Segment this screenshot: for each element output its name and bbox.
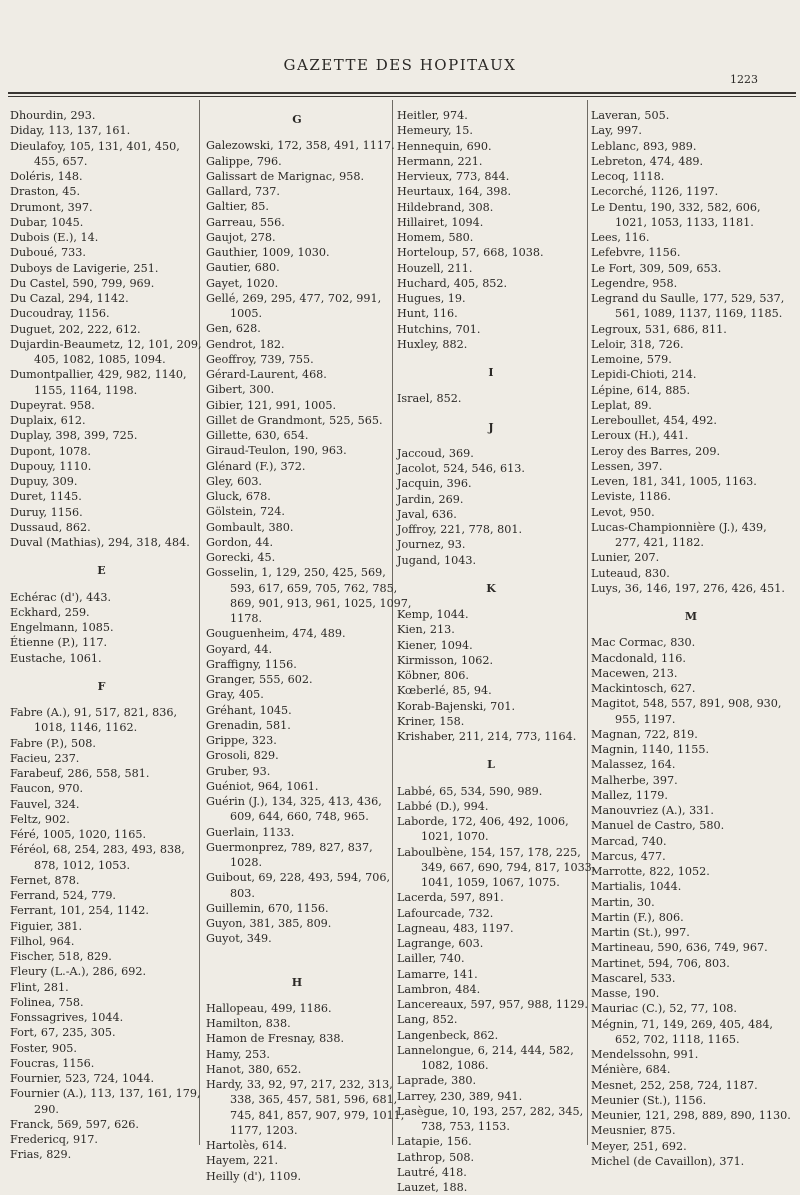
index-entry: Mégnin, 71, 149, 269, 405, 484, [591,1017,773,1031]
index-entry: Fleury (L.-A.), 286, 692. [10,965,147,979]
index-entry-continuation: 1005. [230,307,263,320]
index-entry-continuation: 803. [230,886,255,900]
index-column-2 [206,108,412,1184]
index-column-4 [591,108,791,1169]
index-entry: Fabre (P.), 508. [10,736,96,750]
index-entry: Lambron, 484. [397,982,481,996]
index-entry: Jacquin, 396. [397,477,472,491]
index-entry: Le Dentu, 190, 332, 582, 606, [591,200,761,214]
index-entry: Hanot, 380, 652. [206,1062,302,1076]
index-entry: Gayet, 1020. [206,276,279,290]
index-entry: Martin (F.), 806. [591,910,684,924]
index-entry: Lagrange, 603. [397,937,484,950]
index-entry: Fischer, 518, 829. [10,950,112,963]
page-number: 1223 [730,73,758,86]
index-entry: Marrotte, 822, 1052. [591,865,710,878]
index-entry: Guibout, 69, 228, 493, 594, 706, [206,871,391,885]
index-entry: Feltz, 902. [10,812,70,826]
index-entry: Hemeury, 15. [397,124,473,138]
index-entry: Gouguenheim, 474, 489. [206,627,346,641]
index-entry: Laboulbène, 154, 157, 178, 225, [397,845,581,859]
index-entry: Martialis, 1044. [591,880,682,894]
index-entry: Krishaber, 211, 214, 773, 1164. [397,730,577,743]
index-entry-continuation: 1177, 1203. [230,1123,298,1137]
index-entry: Mallez, 1179. [591,788,668,802]
index-entry: Hugues, 19. [397,292,466,305]
index-entry: Gillette, 630, 654. [206,429,309,442]
index-entry: Lailler, 740. [397,952,465,966]
index-entry: Marcad, 740. [591,834,667,848]
index-entry: Magnin, 1140, 1155. [591,743,709,756]
index-column-3 [397,108,596,1195]
index-entry-continuation: 277, 421, 1182. [615,536,704,549]
index-entry-continuation: 1155, 1164, 1198. [34,383,138,397]
index-entry: Horteloup, 57, 668, 1038. [397,246,544,260]
index-entry: Gray, 405. [206,688,264,702]
index-entry: Malherbe, 397. [591,773,678,787]
index-entry: Guyot, 349. [206,932,272,946]
index-entry: Galtier, 85. [206,200,269,214]
index-entry: Foucras, 1156. [10,1056,95,1070]
index-entry: Michel (de Cavaillon), 371. [591,1154,745,1168]
index-entry: Hermann, 221. [397,154,483,168]
index-entry: Dubar, 1045. [10,215,84,229]
index-entry: Hamilton, 838. [206,1017,291,1030]
index-entry: Langenbeck, 862. [397,1028,499,1042]
index-entry: Lamarre, 141. [397,967,478,981]
index-entry: Luteaud, 830. [591,566,670,580]
section-letter: H [291,975,303,989]
index-entry: Leblanc, 893, 989. [591,139,697,153]
column-divider [392,100,393,1145]
index-entry: Lautré, 418. [397,1165,467,1179]
section-letter: G [292,113,302,126]
index-entry: Guérin (J.), 134, 325, 413, 436, [206,795,382,808]
section-letter: J [488,420,494,434]
index-entry: Gley, 603. [206,474,262,488]
index-entry: Gillet de Grandmont, 525, 565. [206,413,383,427]
index-entry: Grenadin, 581. [206,718,291,732]
index-entry: Frias, 829. [10,1148,72,1162]
index-entry: Fonssagrives, 1044. [10,1011,124,1024]
index-entry: Gordon, 44. [206,535,274,549]
index-entry: Gauthier, 1009, 1030. [206,246,330,259]
index-entry: Duboys de Lavigerie, 251. [10,261,159,275]
index-entry: Guermonprez, 789, 827, 837, [206,840,373,854]
running-header: GAZETTE DES HOPITAUX [283,56,517,74]
index-entry: Hardy, 33, 92, 97, 217, 232, 313, [206,1078,393,1091]
index-entry-continuation: 878, 1012, 1053. [34,858,131,872]
index-entry: Fournier, 523, 724, 1044. [10,1072,155,1085]
index-entry-continuation: 561, 1089, 1137, 1169, 1185. [615,307,783,321]
index-entry: Mendelssohn, 991. [591,1048,699,1061]
index-entry: Lunier, 207. [591,551,660,565]
index-entry: Hillairet, 1094. [397,215,484,229]
index-entry: Huchard, 405, 852. [397,276,508,290]
index-entry: Macewen, 213. [591,666,678,680]
index-entry: Kriner, 158. [397,714,465,728]
index-entry: Dupuy, 309. [10,475,78,488]
index-entry: Lemoine, 579. [591,353,672,366]
index-entry: Martinet, 594, 706, 803. [591,956,730,970]
index-entry: Echérac (d'), 443. [10,590,112,604]
index-entry: Glénard (F.), 372. [206,459,306,473]
index-entry: Eckhard, 259. [10,605,90,619]
index-entry: Lees, 116. [591,231,650,244]
index-entry: Franck, 569, 597, 626. [10,1117,139,1131]
index-column-1 [10,108,202,1163]
index-entry: Gendrot, 182. [206,337,285,351]
index-entry: Galippe, 796. [206,154,282,168]
index-entry: Heitler, 974. [397,109,468,122]
index-entry: Duret, 1145. [10,490,82,504]
index-entry: Faucon, 970. [10,782,84,796]
index-entry-continuation: 290. [34,1102,59,1116]
index-entry: Gluck, 678. [206,490,271,503]
index-entry: Geoffroy, 739, 755. [206,352,314,366]
index-entry: Fabre (A.), 91, 517, 821, 836, [10,706,178,719]
index-entry: Journez, 93. [397,538,466,552]
index-entry-continuation: 745, 841, 857, 907, 979, 1011, [230,1108,405,1122]
index-entry: Duguet, 202, 222, 612. [10,322,141,336]
index-entry: Gruber, 93. [206,764,271,778]
index-entry: Lucas-Championnière (J.), 439, [591,520,767,534]
index-entry: Grosoli, 829. [206,749,279,763]
index-entry-continuation: 869, 901, 913, 961, 1025, 1097, [230,596,412,610]
index-entry: Dhourdin, 293. [10,109,96,122]
index-entry-continuation: 738, 753, 1153. [421,1120,510,1133]
index-entry: Gibert, 300. [206,383,275,397]
index-entry-continuation: 1018, 1146, 1162. [34,721,138,735]
index-entry-continuation: 1178. [230,612,263,625]
index-entry: Lepidi-Chioti, 214. [591,368,697,382]
index-entry: Hutchins, 701. [397,322,481,336]
index-entry: Giraud-Teulon, 190, 963. [206,444,347,458]
index-entry: Flint, 281. [10,980,69,994]
header-rule-thin [8,96,796,97]
index-entry: Lagneau, 483, 1197. [397,921,514,935]
index-entry: Laprade, 380. [397,1074,477,1088]
index-entry: Mesnet, 252, 258, 724, 1187. [591,1078,758,1092]
index-entry: Köbner, 806. [397,669,469,682]
index-entry-continuation: 1041, 1059, 1067, 1075. [421,876,560,889]
index-entry-continuation: 1028. [230,856,263,869]
index-entry: Ménière, 684. [591,1063,671,1077]
index-entry: Dupouy, 1110. [10,459,92,473]
index-entry: Leplat, 89. [591,398,652,412]
index-entry: Féréol, 68, 254, 283, 493, 838, [10,843,185,857]
index-entry: Gérard-Laurent, 468. [206,368,327,381]
index-entry: Malassez, 164. [591,758,676,772]
index-entry: Kiener, 1094. [397,638,473,652]
section-letter: K [486,581,496,595]
section-letter: I [488,366,494,379]
index-entry: Marcus, 477. [591,849,666,863]
index-entry: Gréhant, 1045. [206,703,292,717]
index-entry: Martineau, 590, 636, 749, 967. [591,941,768,955]
index-entry: Hartolès, 614. [206,1139,287,1152]
index-entry: Lathrop, 508. [397,1150,475,1164]
index-entry: Jugand, 1043. [397,553,477,567]
index-entry: Legendre, 958. [591,276,678,290]
section-letter: M [684,610,698,623]
index-entry: Leloir, 318, 726. [591,337,684,351]
index-entry: Engelmann, 1085. [10,621,114,634]
index-entry: Graffigny, 1156. [206,657,297,671]
index-entry: Mackintosch, 627. [591,682,696,695]
index-entry: Ferrant, 101, 254, 1142. [10,904,149,918]
index-entry: Magnan, 722, 819. [591,727,698,741]
index-entry: Leven, 181, 341, 1005, 1163. [591,475,757,488]
index-entry-continuation: 652, 702, 1118, 1165. [615,1032,740,1046]
index-entry: Lebreton, 474, 489. [591,154,704,168]
index-entry: Étienne (P.), 117. [10,636,108,650]
index-entry: Ducoudray, 1156. [10,307,110,321]
index-entry: Martin (St.), 997. [591,926,690,939]
spacer [206,947,388,962]
index-entry: Lannelongue, 6, 214, 444, 582, [397,1043,574,1057]
index-entry: Luys, 36, 146, 197, 276, 426, 451. [591,581,785,595]
index-entry: Facieu, 237. [10,751,80,765]
index-entry: Duplay, 398, 399, 725. [10,429,138,443]
index-entry: Labbé, 65, 534, 590, 989. [397,784,543,798]
index-entry: Mascarel, 533. [591,971,676,985]
section-letter: L [487,758,495,772]
index-entry: Dupeyrat. 958. [10,398,95,412]
index-entry: Gosselin, 1, 129, 250, 425, 569, [206,566,386,580]
index-entry-continuation: 1082, 1086. [421,1059,489,1072]
index-entry: Gallard, 737. [206,185,280,198]
index-entry: Levot, 950. [591,505,655,519]
index-entry: Guyon, 381, 385, 809. [206,917,332,930]
index-entry: Meunier, 121, 298, 889, 890, 1130. [591,1109,791,1122]
index-entry: Legrand du Saulle, 177, 529, 537, [591,292,785,305]
index-entry: Grippe, 323. [206,734,277,747]
index-entry: Hallopeau, 499, 1186. [206,1001,332,1015]
index-entry: Heilly (d'), 1109. [206,1169,302,1183]
index-entry: Meunier (St.), 1156. [591,1093,707,1107]
index-entry: Doléris, 148. [10,170,83,183]
index-entry: Guillemin, 670, 1156. [206,901,329,915]
column-divider [587,100,588,1145]
index-entry: Lacerda, 597, 891. [397,891,504,905]
index-entry-continuation: 609, 644, 660, 748, 965. [230,810,369,824]
index-entry: Lefebvre, 1156. [591,246,681,260]
index-entry: Magitot, 548, 557, 891, 908, 930, [591,697,782,711]
index-entry: Lereboullet, 454, 492. [591,414,717,427]
index-entry-continuation: 349, 667, 690, 794, 817, 1033, [421,860,596,874]
index-entry: Jardin, 269. [397,492,464,506]
section-letter: F [97,679,106,693]
index-entry: Mauriac (C.), 52, 77, 108. [591,1002,737,1016]
index-entry: Lafourcade, 732. [397,906,494,920]
index-entry: Hunt, 116. [397,307,458,321]
index-entry: Gautier, 680. [206,261,280,275]
index-entry: Hervieux, 773, 844. [397,170,510,183]
index-entry: Leroy des Barres, 209. [591,444,721,458]
index-entry: Lang, 852. [397,1013,458,1027]
index-entry: Galissart de Marignac, 958. [206,169,365,183]
index-entry: Galezowski, 172, 358, 491, 1117. [206,139,395,153]
index-entry: Fournier (A.), 113, 137, 161, 179, [10,1087,201,1101]
index-entry: Granger, 555, 602. [206,673,313,686]
index-entry: Lasègue, 10, 193, 257, 282, 345, [397,1104,584,1118]
index-entry: Larrey, 230, 389, 941. [397,1089,523,1103]
index-entry: Guéniot, 964, 1061. [206,779,319,793]
index-entry: Laveran, 505. [591,109,670,122]
index-entry: Manouvriez (A.), 331. [591,804,714,817]
index-entry-continuation: 455, 657. [34,154,88,168]
index-entry: Laborde, 172, 406, 492, 1006, [397,815,569,828]
index-entry: Huxley, 882. [397,337,468,351]
index-entry: Dujardin-Beaumetz, 12, 101, 209, [10,337,202,351]
index-entry: Gombault, 380. [206,520,294,534]
index-entry: Du Cazal, 294, 1142. [10,292,129,305]
index-entry: Féré, 1005, 1020, 1165. [10,828,147,841]
index-entry: Meyer, 251, 692. [591,1139,687,1153]
index-entry: Heurtaux, 164, 398. [397,185,512,199]
index-entry: Labbé (D.), 994. [397,799,489,813]
index-entry: Duboué, 733. [10,246,86,260]
header-rule-thick [8,92,796,94]
index-entry: Lecorché, 1126, 1197. [591,185,719,199]
index-entry: Leroux (H.), 441. [591,429,689,443]
section-letter: E [97,564,106,578]
index-entry: Hennequin, 690. [397,139,492,153]
index-entry: Gibier, 121, 991, 1005. [206,398,337,412]
index-entry: Diday, 113, 137, 161. [10,124,131,138]
index-entry: Hayem, 221. [206,1154,278,1168]
index-entry: Joffroy, 221, 778, 801. [397,523,523,536]
index-entry: Lauzet, 188. [397,1181,468,1194]
index-entry: Fort, 67, 235, 305. [10,1026,116,1040]
index-entry: Meusnier, 875. [591,1124,676,1138]
index-entry-continuation: 1021, 1053, 1133, 1181. [615,215,754,229]
index-entry: Hamon de Fresnay, 838. [206,1032,345,1046]
index-entry-continuation: 405, 1082, 1085, 1094. [34,353,166,366]
index-entry: Foster, 905. [10,1041,77,1055]
index-entry: Fredericq, 917. [10,1133,98,1146]
column-divider [199,100,200,1145]
index-entry: Macdonald, 116. [591,651,686,665]
index-entry: Martin, 30. [591,895,655,909]
index-entry: Garreau, 556. [206,215,285,229]
index-entry: Homem, 580. [397,231,474,244]
index-entry: Duval (Mathias), 294, 318, 484. [10,536,190,549]
index-entry: Lay, 997. [591,124,642,138]
index-entry: Lépine, 614, 885. [591,383,691,397]
index-entry: Gölstein, 724. [206,505,285,519]
index-entry: Kemp, 1044. [397,608,469,621]
index-entry: Gen, 628. [206,322,261,336]
index-entry: Kirmisson, 1062. [397,653,494,667]
index-entry: Dumontpallier, 429, 982, 1140, [10,368,187,382]
index-entry: Du Castel, 590, 799, 969. [10,276,155,290]
index-entry: Ferrand, 524, 779. [10,889,116,902]
index-entry: Latapie, 156. [397,1135,472,1149]
index-entry: Drumont, 397. [10,200,93,214]
index-entry: Dubois (E.), 14. [10,231,99,244]
index-entry: Mac Cormac, 830. [591,636,696,650]
index-entry: Jaccoud, 369. [397,446,474,460]
index-entry: Guerlain, 1133. [206,825,295,839]
index-entry: Javal, 636. [397,507,457,521]
index-entry: Dupont, 1078. [10,444,91,458]
index-entry: Hildebrand, 308. [397,200,494,214]
index-entry: Kien, 213. [397,623,455,637]
index-entry: Duruy, 1156. [10,505,83,519]
index-entry: Gaujot, 278. [206,230,276,244]
index-entry: Legroux, 531, 686, 811. [591,322,727,336]
index-entry: Jacolot, 524, 546, 613. [397,462,525,475]
index-entry: Masse, 190. [591,987,660,1000]
index-entry: Dussaud, 862. [10,520,91,534]
index-entry: Lecoq, 1118. [591,170,665,183]
index-entry-continuation: 1021, 1070. [421,830,489,844]
index-entry: Folinea, 758. [10,995,84,1009]
index-entry: Fernet, 878. [10,873,80,887]
index-entry: Eustache, 1061. [10,651,102,665]
index-entry: Lancereaux, 597, 957, 988, 1129. [397,998,588,1011]
index-entry: Leviste, 1186. [591,490,671,504]
index-entry: Figuier, 381. [10,919,83,933]
index-entry: Manuel de Castro, 580. [591,819,725,833]
index-entry: Fauvel, 324. [10,797,80,811]
index-entry: Lessen, 397. [591,459,663,473]
index-entry-continuation: 955, 1197. [615,712,676,726]
index-entry: Dieulafoy, 105, 131, 401, 450, [10,139,180,153]
index-entry-continuation: 593, 617, 659, 705, 762, 785, [230,581,398,595]
index-entry: Goyard, 44. [206,642,273,656]
index-entry: Korab-Bajenski, 701. [397,699,516,713]
index-entry: Houzell, 211. [397,261,473,275]
index-entry-continuation: 338, 365, 457, 581, 596, 681, [230,1093,398,1107]
index-entry: Gorecki, 45. [206,551,276,564]
index-entry: Hamy, 253. [206,1047,270,1061]
index-entry: Le Fort, 309, 509, 653. [591,261,722,275]
index-entry: Gellé, 269, 295, 477, 702, 991, [206,291,382,305]
index-entry: Farabeuf, 286, 558, 581. [10,767,150,780]
index-entry: Duplaix, 612. [10,414,86,427]
index-entry: Draston, 45. [10,185,81,199]
index-entry: Kœberlé, 85, 94. [397,684,492,698]
index-entry: Israel, 852. [397,392,462,406]
index-entry: Filhol, 964. [10,934,75,948]
